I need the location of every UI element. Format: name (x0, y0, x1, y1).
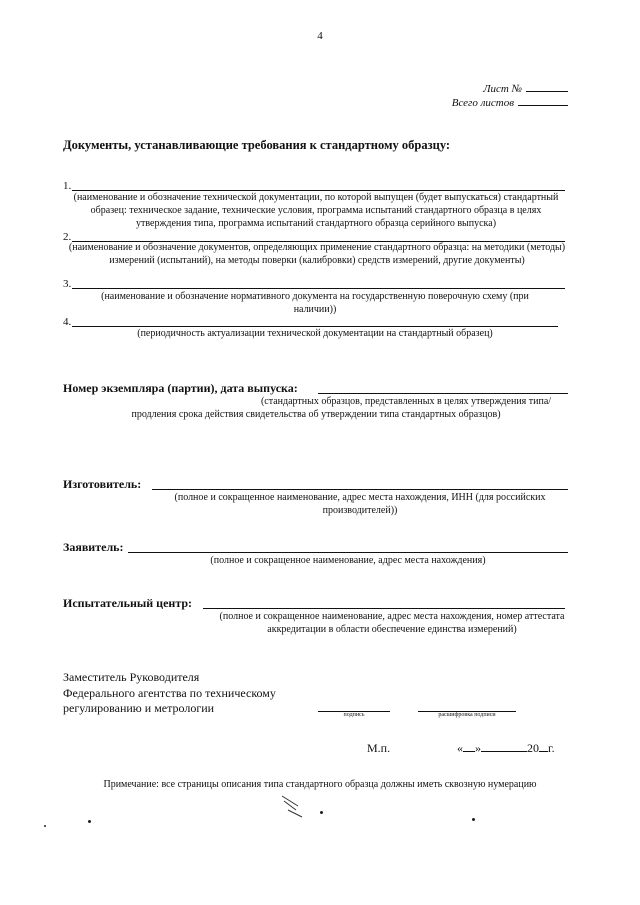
scan-speck (88, 820, 91, 823)
item-number: 4. (63, 316, 72, 328)
copy-number-label: Номер экземпляра (партии), дата выпуска: (63, 381, 298, 395)
sheet-number-label: Лист № (483, 83, 522, 95)
stamp-place: М.п. (367, 741, 391, 755)
day-blank (463, 741, 475, 752)
month-blank (481, 741, 527, 752)
applicant-caption: (полное и сокращенное наименование, адрес места нахождения) (210, 555, 486, 566)
scan-speck (320, 811, 323, 814)
item-caption: (наименование и обозначение технической документации, по которой выпущен (будет выпускаться) стандартный образец: техническое задание, технические условия, программа испытаний стандартного образца в целях утверждения типа, программа испытаний стандартного образца серийного выпуска) (73, 192, 559, 229)
manufacturer-label: Изготовитель: (63, 477, 142, 491)
signatory-block (63, 670, 276, 717)
signature-caption: подпись (343, 712, 365, 718)
fill-line (152, 489, 568, 490)
test-center-caption: (полное и сокращенное наименование, адрес места нахождения, номер аттестата аккредитации в области обеспечение единства измерений) (219, 611, 565, 635)
decoding-caption: расшифровка подписи (438, 712, 496, 718)
signatory-line: Заместитель Руководителя (63, 670, 200, 684)
applicant-label: Заявитель: (63, 540, 124, 554)
item-caption: (периодичность актуализации технической документации на стандартный образец) (137, 328, 493, 339)
test-center-label: Испытательный центр: (63, 596, 193, 610)
date-open-quote: « (457, 741, 463, 755)
sheet-number-field (483, 82, 568, 95)
date-close-quote: » (475, 741, 481, 755)
item-number: 3. (63, 278, 72, 290)
date-field (457, 741, 555, 756)
item-number: 1. (63, 180, 72, 192)
item-number: 2. (63, 231, 72, 243)
total-sheets-blank (518, 96, 568, 106)
fill-line (203, 608, 565, 609)
manufacturer-caption: (полное и сокращенное наименование, адрес места нахождения, ИНН (для российских производителей)) (174, 492, 546, 516)
fill-line (318, 393, 568, 394)
signatory-line: Федерального агентства по техническому (63, 685, 276, 700)
item-caption: (наименование и обозначение нормативного документа на государственную поверочную схему (при наличии)) (101, 291, 529, 315)
total-sheets-label: Всего листов (451, 97, 514, 109)
signatory-line: регулированию и метрологии (63, 701, 215, 715)
year-prefix: 20 (527, 741, 539, 755)
footnote: Примечание: все страницы описания типа стандартного образца должны иметь сквозную нумерацию (103, 779, 537, 790)
scan-speck (44, 825, 46, 827)
fill-line (128, 552, 568, 553)
page-number: 4 (317, 30, 323, 42)
copy-number-caption: (стандартных образцов, представленных в целях утверждения типа/продления срока действия свидетельства об утверждении типа стандартных образцов) (131, 396, 552, 420)
section-heading: Документы, устанавливающие требования к стандартному образцу: (63, 138, 451, 152)
scan-mark (278, 792, 308, 820)
year-suffix: г. (548, 741, 555, 755)
total-sheets-field (452, 96, 568, 109)
fill-line (72, 288, 565, 289)
sheet-number-blank (526, 82, 568, 92)
year-blank (539, 741, 548, 752)
scan-speck (472, 818, 475, 821)
item-caption: (наименование и обозначение документов, определяющих применение стандартного образца: на методики (методы) измерений (испытаний), на методы поверки (калибровки) средств измерений, другие документы) (68, 242, 566, 266)
